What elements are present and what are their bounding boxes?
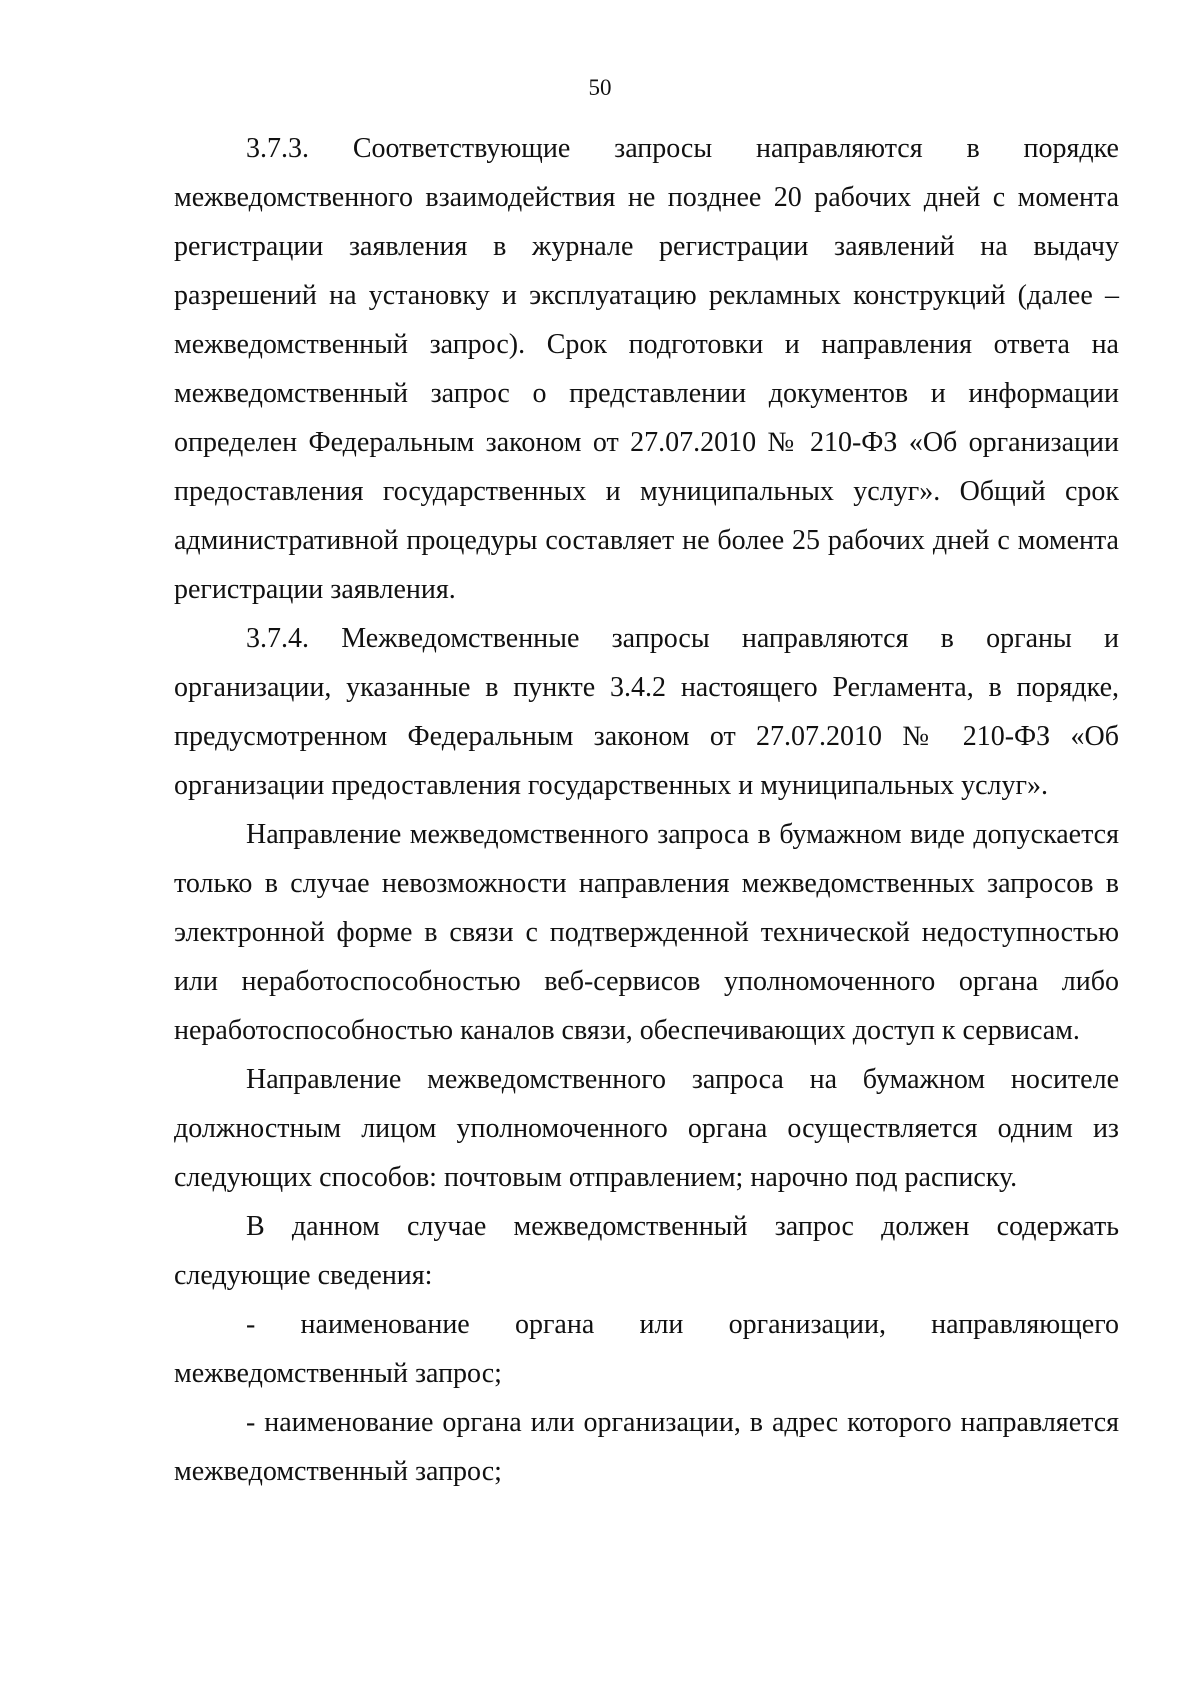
paragraph-3-7-4: 3.7.4. Межведомственные запросы направляются в органы и организации, указанные в пункте 3.4.2 настоящего Регламента, в порядке, предусмотренном Федеральным законом от 27.07.2010 № 210-ФЗ «Об организации предоставления государственных и муниципальных услуг». — [174, 623, 1119, 801]
paragraph-paper-request-conditions: Направление межведомственного запроса в бумажном виде допускается только в случае невозможности направления межведомственных запросов в электронной форме в связи с подтвержденной технической недоступностью или неработоспособностью веб-сервисов уполномоченного органа либо неработоспособностью каналов связи, обеспечивающих доступ к сервисам. — [174, 819, 1119, 1046]
paragraph-3-7-3: 3.7.3. Соответствующие запросы направляются в порядке межведомственного взаимодействия не позднее 20 рабочих дней с момента регистрации заявления в журнале регистрации заявлений на выдачу разрешений на установку и эксплуатацию рекламных конструкций (далее – межведомственный запрос). Срок подготовки и направления ответа на межведомственный запрос о представлении документов и информации определен Федеральным законом от 27.07.2010 № 210-ФЗ «Об организации предоставления государственных и муниципальных услуг». Общий срок административной процедуры составляет не более 25 рабочих дней с момента регистрации заявления. — [174, 133, 1119, 605]
page-number: 50 — [588, 75, 612, 100]
list-item-recipient-name: - наименование органа или организации, в адрес которого направляется межведомственный запрос; — [174, 1407, 1119, 1487]
paragraph-paper-request-methods: Направление межведомственного запроса на бумажном носителе должностным лицом уполномоченного органа осуществляется одним из следующих способов: почтовым отправлением; нарочно под расписку. — [174, 1064, 1119, 1193]
paragraph-request-contents-intro: В данном случае межведомственный запрос должен содержать следующие сведения: — [174, 1211, 1119, 1291]
document-body — [174, 124, 1119, 1496]
list-item-sender-name: - наименование органа или организации, направляющего межведомственный запрос; — [174, 1309, 1119, 1389]
